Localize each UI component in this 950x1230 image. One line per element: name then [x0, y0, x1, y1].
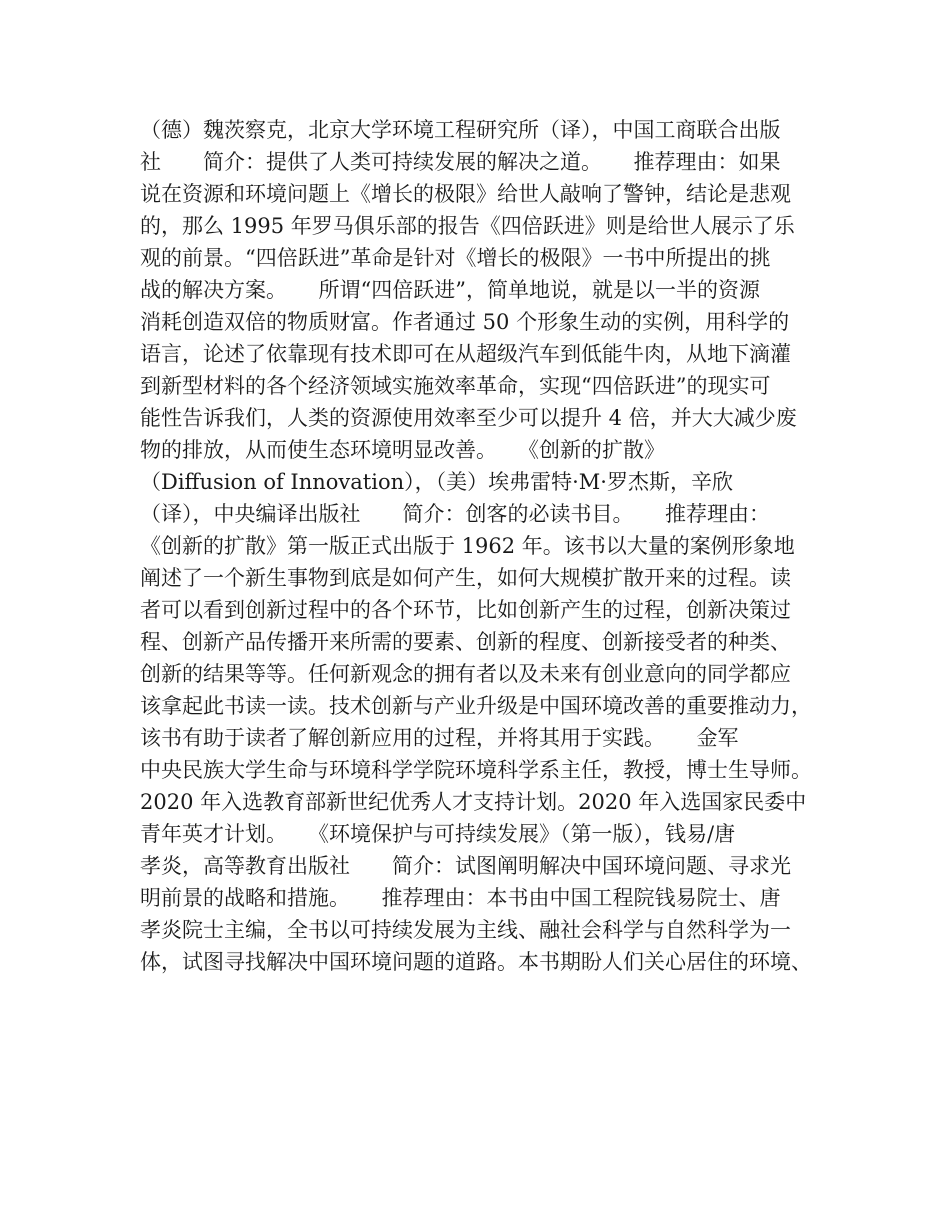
text-line: 到新型材料的各个经济领域实施效率革命，实现“四倍跃进”的现实可: [140, 374, 771, 398]
text-line: 战的解决方案。 所谓“四倍跃进”，简单地说，就是以一半的资源: [140, 278, 760, 302]
text-line: 中央民族大学生命与环境科学学院环境科学系主任，教授，博士生导师。: [140, 758, 812, 782]
text-line: 说在资源和环境问题上《增长的极限》给世人敲响了警钟，结论是悲观: [140, 182, 791, 206]
text-line: 观的前景。“四倍跃进”革命是针对《增长的极限》一书中所提出的挑: [140, 246, 771, 270]
text-line: 创新的结果等等。任何新观念的拥有者以及未来有创业意向的同学都应: [140, 662, 791, 686]
text-line: 物的排放，从而使生态环境明显改善。 《创新的扩散》: [140, 438, 665, 462]
text-line: 明前景的战略和措施。 推荐理由：本书由中国工程院钱易院士、唐: [140, 886, 781, 910]
text-line: 消耗创造双倍的物质财富。作者通过 50 个形象生动的实例，用科学的: [140, 310, 790, 334]
text-line: 该拿起此书读一读。技术创新与产业升级是中国环境改善的重要推动力，: [140, 694, 812, 718]
text-line: 青年英才计划。 《环境保护与可持续发展》（第一版），钱易/唐: [140, 822, 736, 846]
text-line: 能性告诉我们，人类的资源使用效率至少可以提升 4 倍，并大大减少废: [140, 406, 797, 430]
text-line: 阐述了一个新生事物到底是如何产生，如何大规模扩散开来的过程。读: [140, 566, 791, 590]
text-line: 语言，论述了依靠现有技术即可在从超级汽车到低能牛肉，从地下滴灌: [140, 342, 791, 366]
body-text: [140, 114, 820, 978]
text-line: 孝炎，高等教育出版社 简介：试图阐明解决中国环境问题、寻求光: [140, 854, 791, 878]
text-line: （Diffusion of Innovation），（美）埃弗雷特·M·罗杰斯，辛欣: [140, 470, 733, 494]
text-line: 程、创新产品传播开来所需的要素、创新的程度、创新接受者的种类、: [140, 630, 791, 654]
text-line: 2020 年入选教育部新世纪优秀人才支持计划。2020 年入选国家民委中: [140, 790, 807, 814]
text-line: 的，那么 1995 年罗马俱乐部的报告《四倍跃进》则是给世人展示了乐: [140, 214, 795, 238]
text-line: 该书有助于读者了解创新应用的过程，并将其用于实践。 金军: [140, 726, 739, 750]
text-line: 者可以看到创新过程中的各个环节，比如创新产生的过程，创新决策过: [140, 598, 791, 622]
text-line: 社 简介：提供了人类可持续发展的解决之道。 推荐理由：如果: [140, 150, 781, 174]
text-line: 《创新的扩散》第一版正式出版于 1962 年。该书以大量的案例形象地: [140, 534, 795, 558]
text-line: 体，试图寻找解决中国环境问题的道路。本书期盼人们关心居住的环境、: [140, 950, 812, 974]
text-line: （德）魏茨察克，北京大学环境工程研究所（译），中国工商联合出版: [140, 118, 781, 142]
text-line: （译），中央编译出版社 简介：创客的必读书目。 推荐理由：: [140, 502, 770, 526]
text-line: 孝炎院士主编，全书以可持续发展为主线、融社会科学与自然科学为一: [140, 918, 791, 942]
